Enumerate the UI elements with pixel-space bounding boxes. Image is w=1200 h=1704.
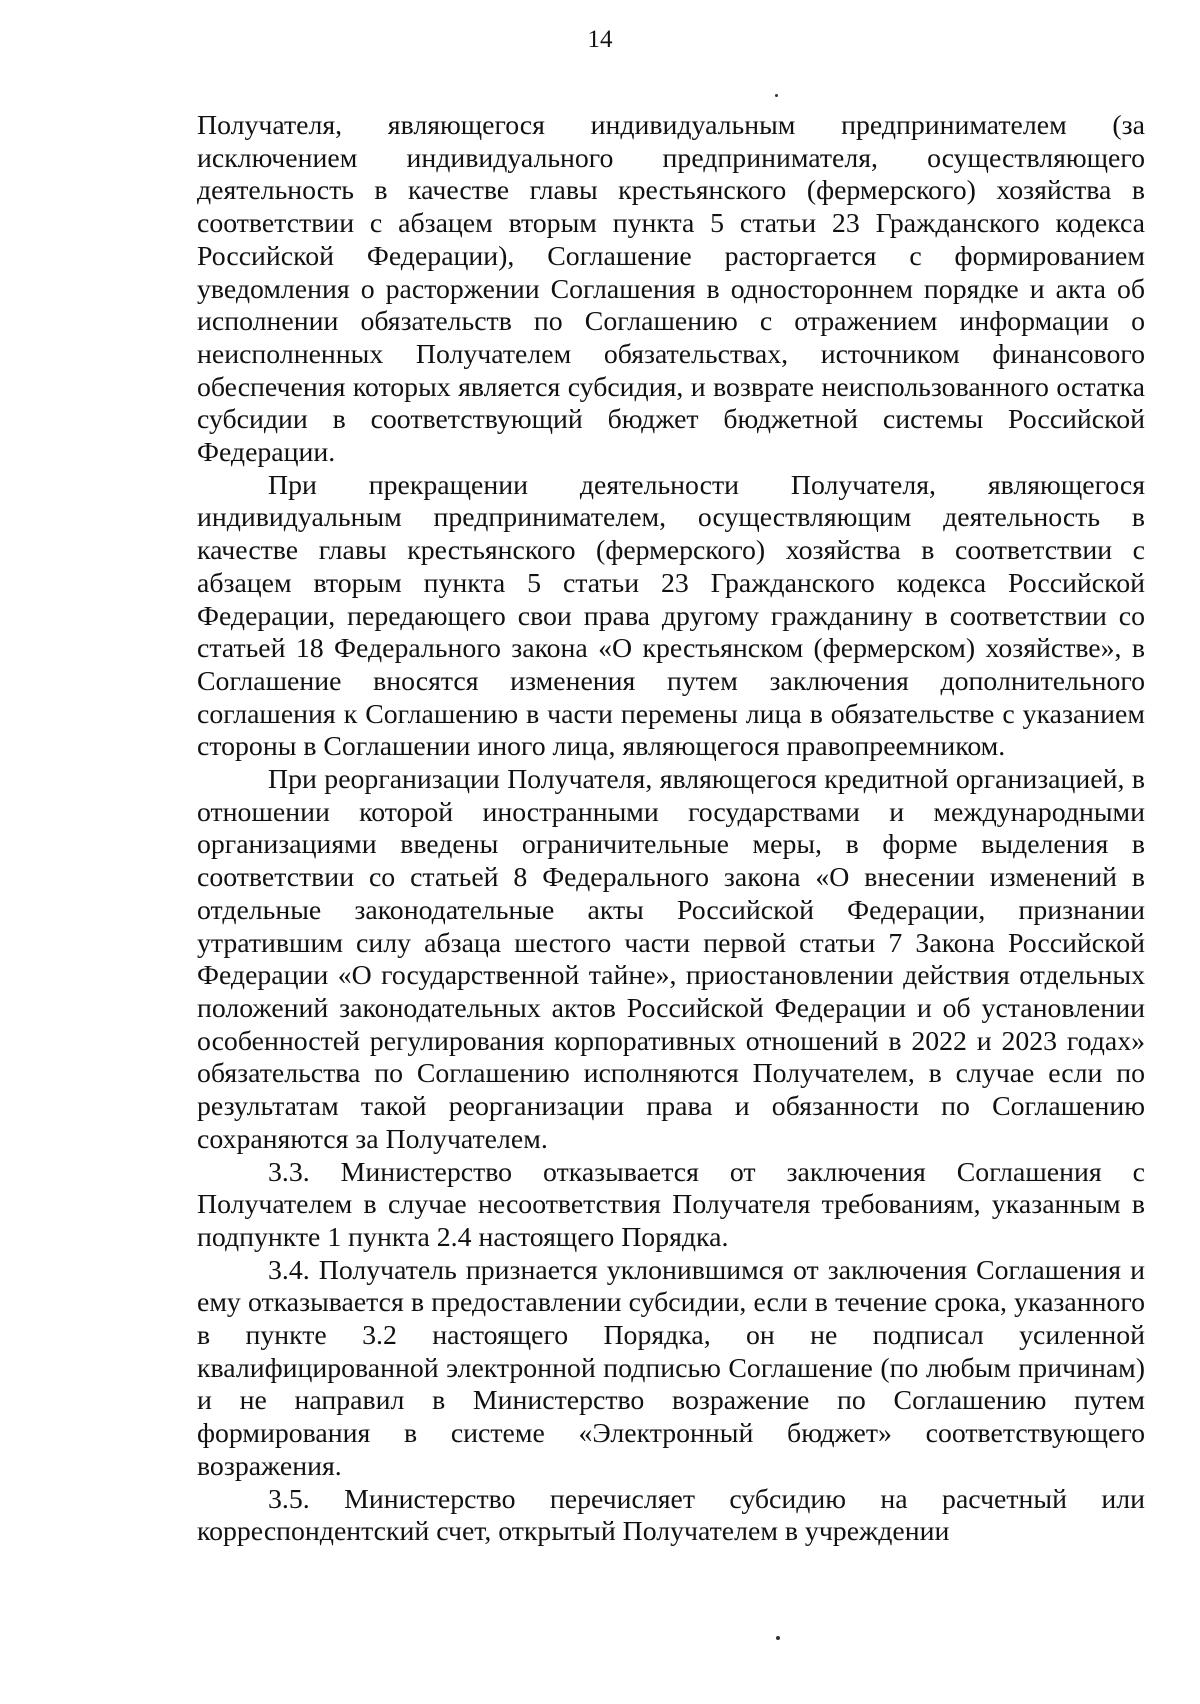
paragraph-3-3: 3.3. Министерство отказывается от заключения Соглашения с Получателем в случае несоответствия Получателя требованиям, указанным в подпункте 1 пункта 2.4 настоящего Порядка. <box>197 1156 1145 1253</box>
scan-speck-bottom <box>776 1636 780 1640</box>
paragraph-reorganization: При реорганизации Получателя, являющегося кредитной организацией, в отношении которой иностранными государствами и международными организациями введены ограничительные меры, в форме выделения в соответствии со статьей 8 Федерального закона «О внесении изменений в отдельные законодательные акты Российской Федерации, признании утратившим силу абзаца шестого части первой статьи 7 Закона Российской Федерации «О государственной тайне», приостановлении действия отдельных положений законодательных актов Российской Федерации и об установлении особенностей регулирования корпоративных отношений в 2022 и 2023 годах» обязательства по Соглашению исполняются Получателем, в случае если по результатам такой реорганизации права и обязанности по Соглашению сохраняются за Получателем. <box>197 764 1145 1155</box>
document-body <box>197 110 1145 1549</box>
paragraph-3-5: 3.5. Министерство перечисляет субсидию на расчетный или корреспондентский счет, открытый Получателем в учреждении <box>197 1483 1145 1548</box>
paragraph-termination-of-activity: При прекращении деятельности Получателя, являющегося индивидуальным предпринимателем, осуществляющим деятельность в качестве главы крестьянского (фермерского) хозяйства в соответствии с абзацем вторым пункта 5 статьи 23 Гражданского кодекса Российской Федерации, передающего свои права другому гражданину в соответствии со статьей 18 Федерального закона «О крестьянском (фермерском) хозяйстве», в Соглашение вносятся изменения путем заключения дополнительного соглашения к Соглашению в части перемены лица в обязательстве с указанием стороны в Соглашении иного лица, являющегося правопреемником. <box>197 469 1145 763</box>
scan-speck-top <box>775 94 778 97</box>
paragraph-continuation: Получателя, являющегося индивидуальным предпринимателем (за исключением индивидуального предпринимателя, осуществляющего деятельность в качестве главы крестьянского (фермерского) хозяйства в соответствии с абзацем вторым пункта 5 статьи 23 Гражданского кодекса Российской Федерации), Соглашение расторгается с формированием уведомления о расторжении Соглашения в одностороннем порядке и акта об исполнении обязательств по Соглашению с отражением информации о неисполненных Получателем обязательствах, источником финансового обеспечения которых является субсидия, и возврате неиспользованного остатка субсидии в соответствующий бюджет бюджетной системы Российской Федерации. <box>197 110 1145 469</box>
page-number: 14 <box>587 26 613 53</box>
paragraph-3-4: 3.4. Получатель признается уклонившимся от заключения Соглашения и ему отказывается в предоставлении субсидии, если в течение срока, указанного в пункте 3.2 настоящего Порядка, он не подписал усиленной квалифицированной электронной подписью Соглашение (по любым причинам) и не направил в Министерство возражение по Соглашению путем формирования в системе «Электронный бюджет» соответствующего возражения. <box>197 1254 1145 1482</box>
